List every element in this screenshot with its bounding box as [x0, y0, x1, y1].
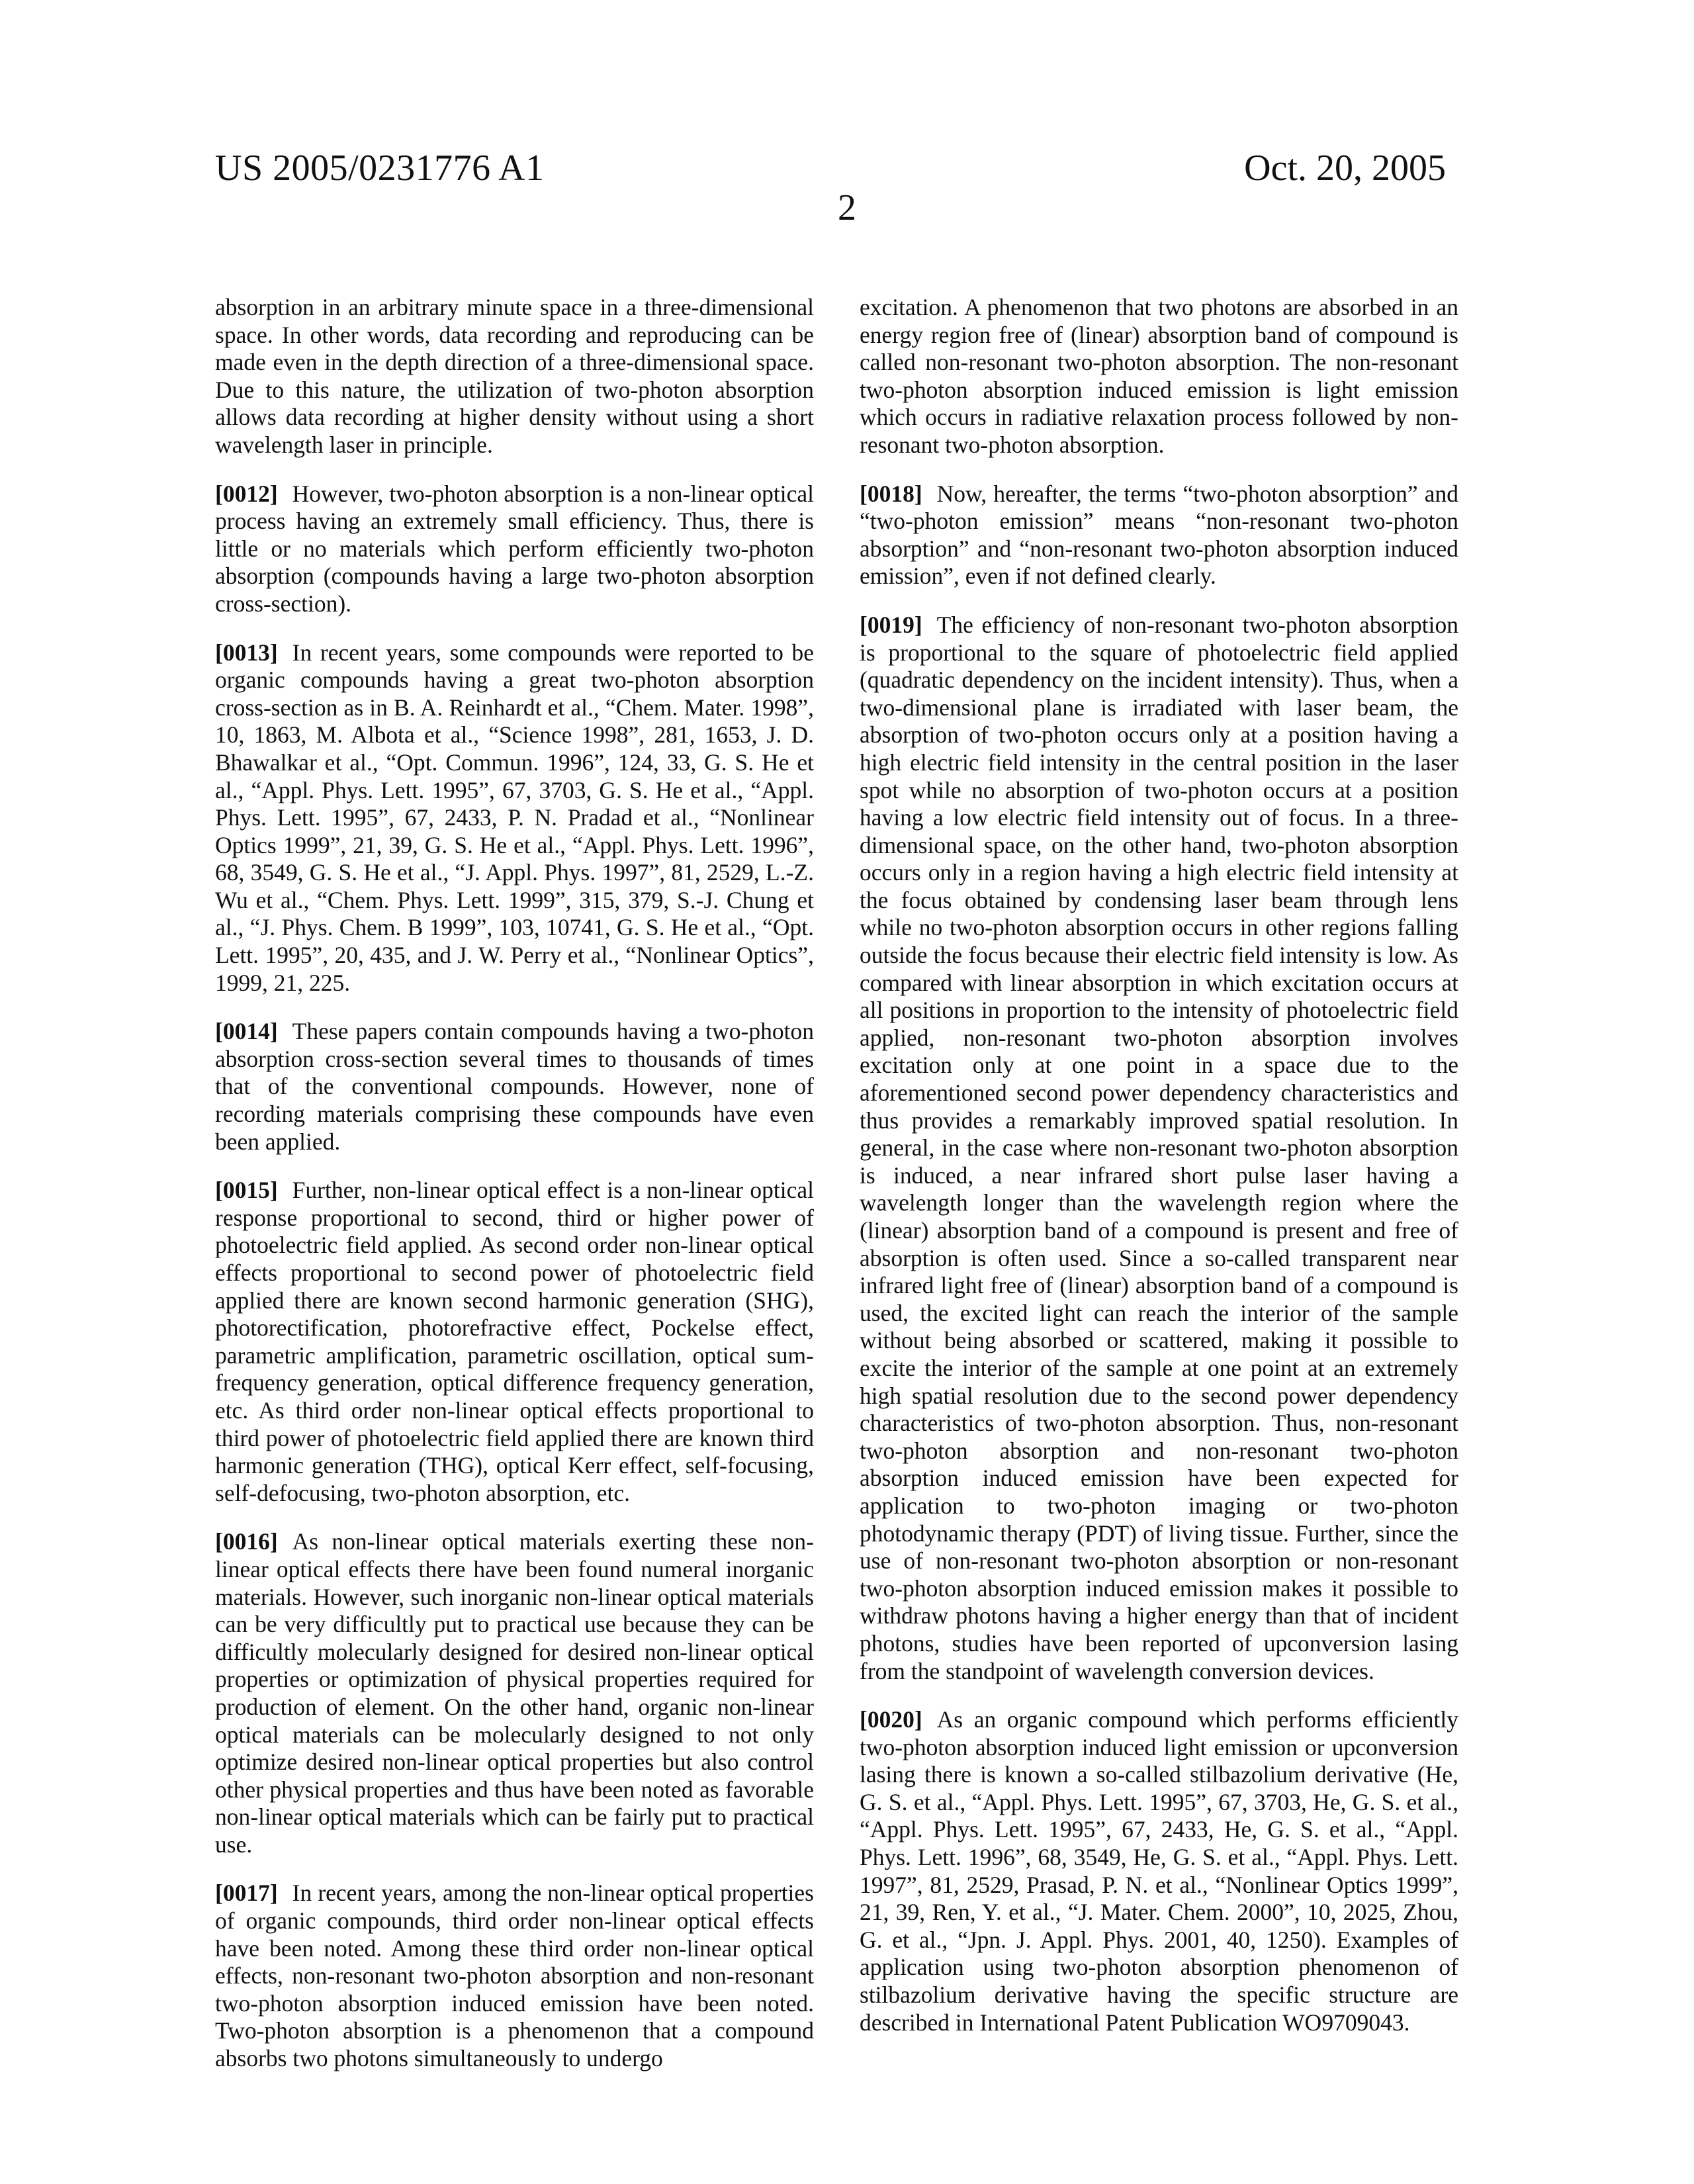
paragraph-text: excitation. A phenomenon that two photons are absorbed in an energy region free of (linear) absorption band of compound is called non-resonant two-photon absorption. The non-resonant two-photon absorption induced emission is light emission which occurs in radiative relaxation process followed by non-resonant two-photon absorption.: [860, 294, 1458, 458]
paragraph-continued: [215, 294, 814, 459]
paragraph-number: [0016]: [215, 1528, 278, 1555]
paragraph-number: [0019]: [860, 612, 922, 638]
paragraph-continued: [860, 294, 1458, 459]
paragraph-0015: [215, 1177, 814, 1507]
paragraph-text: In recent years, among the non-linear optical properties of organic compounds, third order non-linear optical effects have been noted. Among these third order non-linear optical effects, non-resonant two-photon absorption and non-resonant two-photon absorption induced emission have been noted. Two-photon absorption is a phenomenon that a compound absorbs two photons simultaneously to undergo: [215, 1880, 814, 2071]
paragraph-0016: [215, 1528, 814, 1858]
paragraph-number: [0017]: [215, 1880, 278, 1906]
paragraph-0019: [860, 612, 1458, 1685]
paragraph-text: These papers contain compounds having a two-photon absorption cross-section several times to thousands of times that of the conventional compounds. However, none of recording materials comprising these compounds have even been applied.: [215, 1018, 814, 1154]
paragraph-number: [0012]: [215, 480, 278, 507]
publication-date: Oct. 20, 2005: [1244, 147, 1446, 189]
paragraph-text: As non-linear optical materials exerting these non-linear optical effects there have been found numeral inorganic materials. However, such inorganic non-linear optical materials can be very difficultly put to practical use because they can be difficultly molecularly designed for desired non-linear optical properties or optimization of physical properties required for production of element. On the other hand, organic non-linear optical materials can be molecularly designed to not only optimize desired non-linear optical properties but also control other physical properties and thus have been noted as favorable non-linear optical materials which can be fairly put to practical use.: [215, 1528, 814, 1858]
page-number: 2: [0, 187, 1694, 229]
publication-number: US 2005/0231776 A1: [215, 147, 545, 189]
paragraph-text: As an organic compound which performs efficiently two-photon absorption induced light emission or upconversion lasing there is known a so-called stilbazolium derivative (He, G. S. et al., “Appl. Phys. Lett. 1995”, 67, 3703, He, G. S. et al., “Appl. Phys. Lett. 1995”, 67, 2433, He, G. S. et al., “Appl. Phys. Lett. 1996”, 68, 3549, He, G. S. et al., “Appl. Phys. Lett. 1997”, 81, 2529, Prasad, P. N. et al., “Nonlinear Optics 1999”, 21, 39, Ren, Y. et al., “J. Mater. Chem. 2000”, 10, 2025, Zhou, G. et al., “Jpn. J. Appl. Phys. 2001, 40, 1250). Examples of application using two-photon absorption phenomenon of stilbazolium derivative having the specific structure are described in International Patent Publication WO9709043.: [860, 1706, 1458, 2036]
paragraph-number: [0018]: [860, 480, 922, 507]
paragraph-number: [0015]: [215, 1177, 278, 1203]
left-column: [215, 294, 814, 2094]
paragraph-text: The efficiency of non-resonant two-photon absorption is proportional to the square of photoelectric field applied (quadratic dependency on the incident intensity). Thus, when a two-dimensional plane is irradiated with laser beam, the absorption of two-photon occurs only at a position having a high electric field intensity in the central position in the laser spot while no absorption of two-photon occurs at a position having a low electric field intensity out of focus. In a three-dimensional space, on the other hand, two-photon absorption occurs only in a region having a high electric field intensity at the focus obtained by condensing laser beam through lens while no two-photon absorption occurs in other regions falling outside the focus because their electric field intensity is low. As compared with linear absorption in which excitation occurs at all positions in proportion to the intensity of photoelectric field applied, non-resonant two-photon absorption involves excitation only at one point in a space due to the aforementioned second power dependency characteristics and thus provides a remarkably improved spatial resolution. In general, in the case where non-resonant two-photon absorption is induced, a near infrared short pulse laser having a wavelength longer than the wavelength region where the (linear) absorption band of a compound is present and free of absorption is often used. Since a so-called transparent near infrared light free of (linear) absorption band of a compound is used, the excited light can reach the interior of the sample without being absorbed or scattered, making it possible to excite the interior of the sample at one point at an extremely high spatial resolution due to the second power dependency characteristics of two-photon absorption. Thus, non-resonant two-photon absorption and non-resonant two-photon absorption induced emission have been expected for application to two-photon imaging or two-photon photodynamic therapy (PDT) of living tissue. Further, since the use of non-resonant two-photon absorption or non-resonant two-photon absorption induced emission makes it possible to withdraw photons having a higher energy than that of incident photons, studies have been reported of upconversion lasing from the standpoint of wavelength conversion devices.: [860, 612, 1458, 1684]
right-column: [860, 294, 1458, 2058]
paragraph-number: [0014]: [215, 1018, 278, 1044]
paragraph-0012: [215, 480, 814, 618]
paragraph-number: [0013]: [215, 639, 278, 666]
paragraph-text: In recent years, some compounds were reported to be organic compounds having a great two-photon absorption cross-section as in B. A. Reinhardt et al., “Chem. Mater. 1998”, 10, 1863, M. Albota et al., “Science 1998”, 281, 1653, J. D. Bhawalkar et al., “Opt. Commun. 1996”, 124, 33, G. S. He et al., “Appl. Phys. Lett. 1995”, 67, 3703, G. S. He et al., “Appl. Phys. Lett. 1995”, 67, 2433, P. N. Pradad et al., “Nonlinear Optics 1999”, 21, 39, G. S. He et al., “Appl. Phys. Lett. 1996”, 68, 3549, G. S. He et al., “J. Appl. Phys. 1997”, 81, 2529, L.-Z. Wu et al., “Chem. Phys. Lett. 1999”, 315, 379, S.-J. Chung et al., “J. Phys. Chem. B 1999”, 103, 10741, G. S. He et al., “Opt. Lett. 1995”, 20, 435, and J. W. Perry et al., “Nonlinear Optics”, 1999, 21, 225.: [215, 639, 814, 996]
paragraph-0013: [215, 639, 814, 997]
paragraph-0018: [860, 480, 1458, 590]
paragraph-text: Now, hereafter, the terms “two-photon absorption” and “two-photon emission” means “non-resonant two-photon absorption” and “non-resonant two-photon absorption induced emission”, even if not defined clearly.: [860, 480, 1458, 590]
paragraph-0017: [215, 1880, 814, 2072]
paragraph-text: Further, non-linear optical effect is a non-linear optical response proportional to second, third or higher power of photoelectric field applied. As second order non-linear optical effects proportional to second power of photoelectric field applied there are known second harmonic generation (SHG), photorectification, photorefractive effect, Pockelse effect, parametric amplification, parametric oscillation, optical sum-frequency generation, optical difference frequency generation, etc. As third order non-linear optical effects proportional to third power of photoelectric field applied there are known third harmonic generation (THG), optical Kerr effect, self-focusing, self-defocusing, two-photon absorption, etc.: [215, 1177, 814, 1506]
paragraph-text: absorption in an arbitrary minute space in a three-dimensional space. In other words, data recording and reproducing can be made even in the depth direction of a three-dimensional space. Due to this nature, the utilization of two-photon absorption allows data recording at higher density without using a short wavelength laser in principle.: [215, 294, 814, 458]
paragraph-text: However, two-photon absorption is a non-linear optical process having an extremely small efficiency. Thus, there is little or no materials which perform efficiently two-photon absorption (compounds having a large two-photon absorption cross-section).: [215, 480, 814, 617]
paragraph-0014: [215, 1018, 814, 1156]
paragraph-0020: [860, 1706, 1458, 2036]
paragraph-number: [0020]: [860, 1706, 922, 1733]
